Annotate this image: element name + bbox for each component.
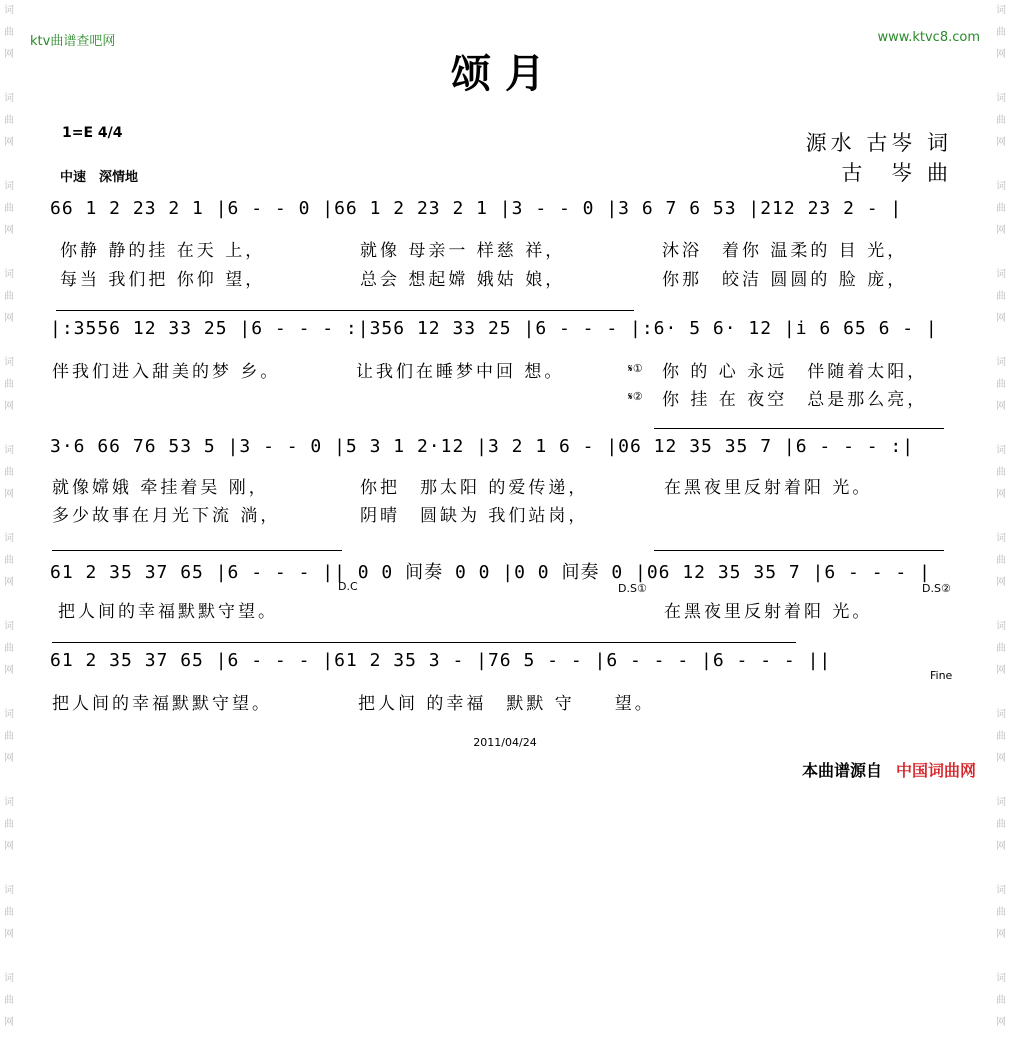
lyric-line: 在黑夜里反射着阳 光。 (664, 478, 873, 498)
segno-mark: 𝄋① (628, 362, 643, 375)
source-credit (802, 758, 976, 781)
lyric-line: 阴晴 圆缺为 我们站岗， (360, 506, 589, 526)
lyric-line: 伴我们进入甜美的梦 乡。 (52, 362, 281, 382)
page-title: 颂月 (451, 51, 559, 97)
date-stamp: 2011/04/24 (473, 736, 537, 749)
volta-bracket (52, 642, 796, 643)
key-signature: 1=E 4/4 (62, 125, 123, 141)
lyric-line: 把人间的幸福默默守望。 (52, 694, 272, 714)
volta-bracket (654, 428, 944, 429)
notation-row-5: 61 2 35 37 65 |6 - - - |61 2 35 3 - |76 5 - - |6 - - - |6 - - - || (50, 650, 832, 671)
lyric-line: 在黑夜里反射着阳 光。 (664, 602, 873, 622)
site-name-left: ktv曲谱查吧网 (30, 34, 116, 49)
volta-bracket (52, 550, 342, 551)
watermark-text: 词 曲 网 词 曲 网 词 曲 网 词 曲 网 词 曲 网 词 曲 网 词 曲 网 词 曲 网 词 曲 网 词 曲 网 词 曲 网 词 曲 网 (4, 5, 14, 1028)
notation-row-4: 61 2 35 37 65 |6 - - - || 0 0 间奏 0 0 |0 0 间奏 0 |06 12 35 35 7 |6 - - - | (50, 562, 931, 583)
lyric-line: 你 的 心 永远 伴随着太阳， (662, 362, 928, 382)
watermark-text: 词 曲 网 词 曲 网 词 曲 网 词 曲 网 词 曲 网 词 曲 网 词 曲 网 词 曲 网 词 曲 网 词 曲 网 词 曲 网 词 曲 网 (996, 5, 1006, 1028)
volta-bracket (654, 550, 944, 551)
lyric-line: 让我们在睡梦中回 想。 (356, 362, 565, 382)
music-credit: 古 岑 曲 (841, 161, 952, 185)
lyric-line: 把人间 的幸福 默默 守 望。 (358, 694, 655, 714)
fine-mark: Fine (930, 669, 953, 682)
notation-row-1: 66 1 2 23 2 1 |6 - - 0 |66 1 2 23 2 1 |3 - - 0 |3 6 7 6 53 |212 23 2 - | (50, 198, 903, 219)
lyric-line: 你那 皎洁 圆圆的 脸 庞， (662, 270, 908, 290)
lyric-line: 总会 想起嫦 娥姑 娘， (360, 270, 566, 290)
tempo-marking: 中速 深情地 (60, 170, 139, 185)
repeat-bracket (56, 310, 634, 311)
lyric-line: 你 挂 在 夜空 总是那么亮， (662, 390, 928, 410)
lyric-line: 就像嫦娥 牵挂着吴 刚， (52, 478, 269, 498)
watermark-left (3, 0, 15, 1056)
lyric-line: 把人间的幸福默默守望。 (58, 602, 278, 622)
notation-row-3: 3·6 66 76 53 5 |3 - - 0 |5 3 1 2·12 |3 2 1 6 - |06 12 35 35 7 |6 - - - :| (50, 436, 915, 457)
da-capo-mark: D.C (338, 580, 358, 593)
lyric-line: 多少故事在月光下流 淌， (52, 506, 281, 526)
source-label: 本曲谱源自 (801, 761, 882, 780)
site-url-right: www.ktvc8.com (877, 30, 980, 45)
dal-segno-mark: D.S② (922, 582, 951, 595)
watermark-right (995, 0, 1007, 1056)
lyric-line: 每当 我们把 你仰 望， (60, 270, 266, 290)
lyric-line: 就像 母亲一 样慈 祥， (360, 241, 566, 261)
source-site-link[interactable]: 中国词曲网 (895, 761, 976, 780)
lyric-line: 沐浴 着你 温柔的 目 光， (662, 241, 908, 261)
notation-row-2: |:3556 12 33 25 |6 - - - :|356 12 33 25 |6 - - - |:6· 5 6· 12 |i 6 65 6 - | (50, 318, 938, 339)
lyrics-credit: 源水 古岑 词 (805, 131, 952, 155)
lyric-line: 你把 那太阳 的爱传递， (360, 478, 589, 498)
dal-segno-mark: D.S① (618, 582, 647, 595)
segno-mark: 𝄋② (628, 390, 643, 403)
lyric-line: 你静 静的挂 在天 上， (60, 241, 266, 261)
